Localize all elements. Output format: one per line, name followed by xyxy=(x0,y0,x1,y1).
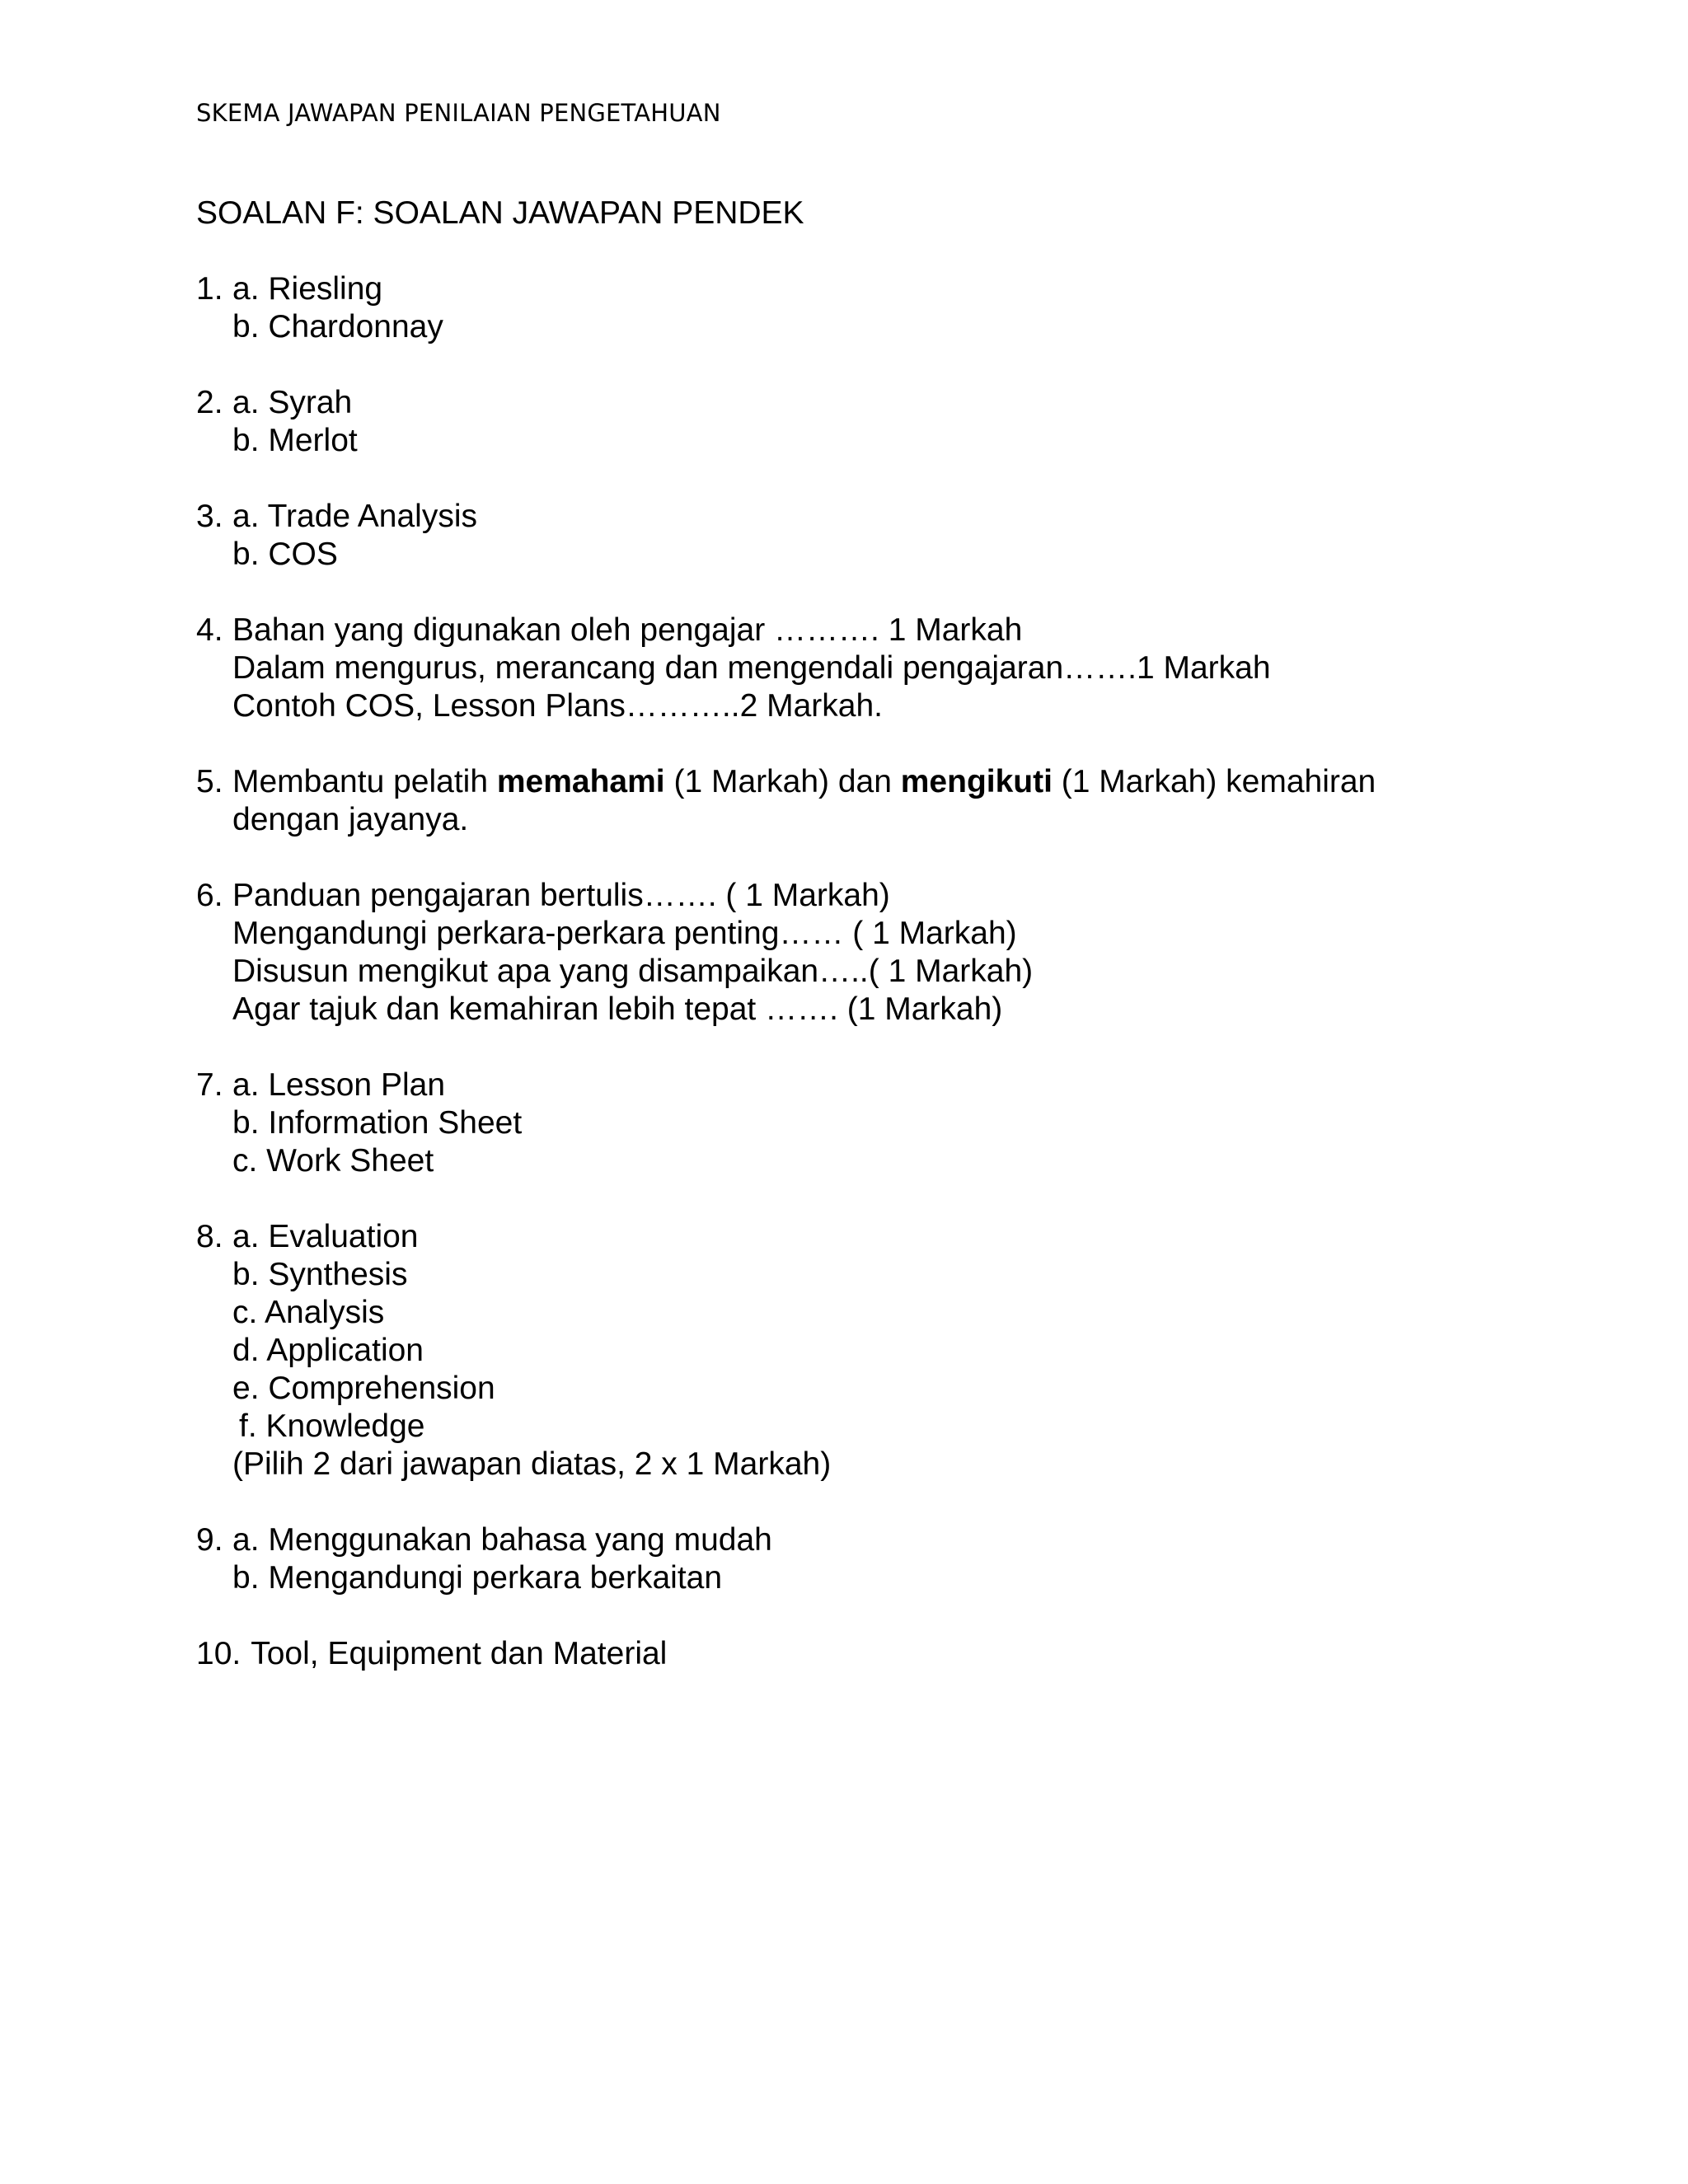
answer-line-1 xyxy=(232,763,1376,801)
answer-b: b. Chardonnay xyxy=(232,309,443,344)
answer-line-1: Panduan pengajaran bertulis……. ( 1 Markah) xyxy=(232,878,890,913)
answer-a: a. Lesson Plan xyxy=(232,1067,446,1103)
question-10 xyxy=(196,1635,1548,1673)
question-2 xyxy=(196,384,1548,460)
answer-note: (Pilih 2 dari jawapan diatas, 2 x 1 Markah) xyxy=(232,1446,832,1482)
question-1 xyxy=(196,270,1548,346)
answer-line-2: Mengandungi perkara-perkara penting…… ( 1 Markah) xyxy=(232,916,1017,951)
answer-b: b. Information Sheet xyxy=(232,1105,523,1141)
answer-a: a. Trade Analysis xyxy=(232,499,477,534)
question-7 xyxy=(196,1066,1548,1180)
answer-b: b. Mengandungi perkara berkaitan xyxy=(232,1560,723,1596)
question-4 xyxy=(196,612,1548,725)
answer-line-3: Contoh COS, Lesson Plans………..2 Markah. xyxy=(232,688,884,724)
answer-e: e. Comprehension xyxy=(232,1371,495,1406)
answer-f: f. Knowledge xyxy=(239,1408,425,1444)
question-number: 1. xyxy=(196,271,223,307)
answer-a: a. Syrah xyxy=(232,385,353,420)
section-title: SOALAN F: SOALAN JAWAPAN PENDEK xyxy=(196,195,804,231)
keyword-bold: memahami xyxy=(496,764,665,799)
answer-b: b. COS xyxy=(232,537,338,572)
answer-line-1: Bahan yang digunakan oleh pengajar ………. 1 Markah xyxy=(232,612,1023,648)
question-8 xyxy=(196,1218,1548,1483)
answer-b: b. Synthesis xyxy=(232,1257,408,1292)
answer-d: d. Application xyxy=(232,1333,424,1368)
answer-text: (1 Markah) dan xyxy=(664,764,901,799)
question-number: 8. xyxy=(196,1219,223,1254)
answer-line-3: Disusun mengikut apa yang disampaikan…..( 1 Markah) xyxy=(232,954,1034,989)
answer-c: c. Work Sheet xyxy=(232,1143,434,1179)
question-3 xyxy=(196,498,1548,574)
answer-line-2: Dalam mengurus, merancang dan mengendali pengajaran…….1 Markah xyxy=(232,650,1271,686)
answer-a: a. Menggunakan bahasa yang mudah xyxy=(232,1522,772,1558)
answer-a: a. Riesling xyxy=(232,271,383,307)
answer-text: Tool, Equipment dan Material xyxy=(251,1636,668,1671)
answer-b: b. Merlot xyxy=(232,423,358,458)
question-number: 2. xyxy=(196,385,223,420)
keyword-bold: mengikuti xyxy=(900,764,1053,799)
question-number: 9. xyxy=(196,1522,223,1558)
question-number: 3. xyxy=(196,499,223,534)
question-number: 10. xyxy=(196,1636,241,1671)
answer-c: c. Analysis xyxy=(232,1295,385,1330)
answer-line-2: dengan jayanya. xyxy=(232,802,469,837)
answer-text: (1 Markah) kemahiran xyxy=(1052,764,1376,799)
question-number: 6. xyxy=(196,878,223,913)
question-number: 7. xyxy=(196,1067,223,1103)
answer-line-4: Agar tajuk dan kemahiran lebih tepat ……. (1 Markah) xyxy=(232,991,1003,1027)
answer-a: a. Evaluation xyxy=(232,1219,419,1254)
question-6 xyxy=(196,877,1548,1029)
question-number: 5. xyxy=(196,764,223,799)
answer-text: Membantu pelatih xyxy=(232,764,497,799)
answer-scheme xyxy=(196,194,1548,1711)
question-number: 4. xyxy=(196,612,223,648)
page-header: SKEMA JAWAPAN PENILAIAN PENGETAHUAN xyxy=(196,99,721,127)
question-5 xyxy=(196,763,1548,839)
question-9 xyxy=(196,1521,1548,1597)
